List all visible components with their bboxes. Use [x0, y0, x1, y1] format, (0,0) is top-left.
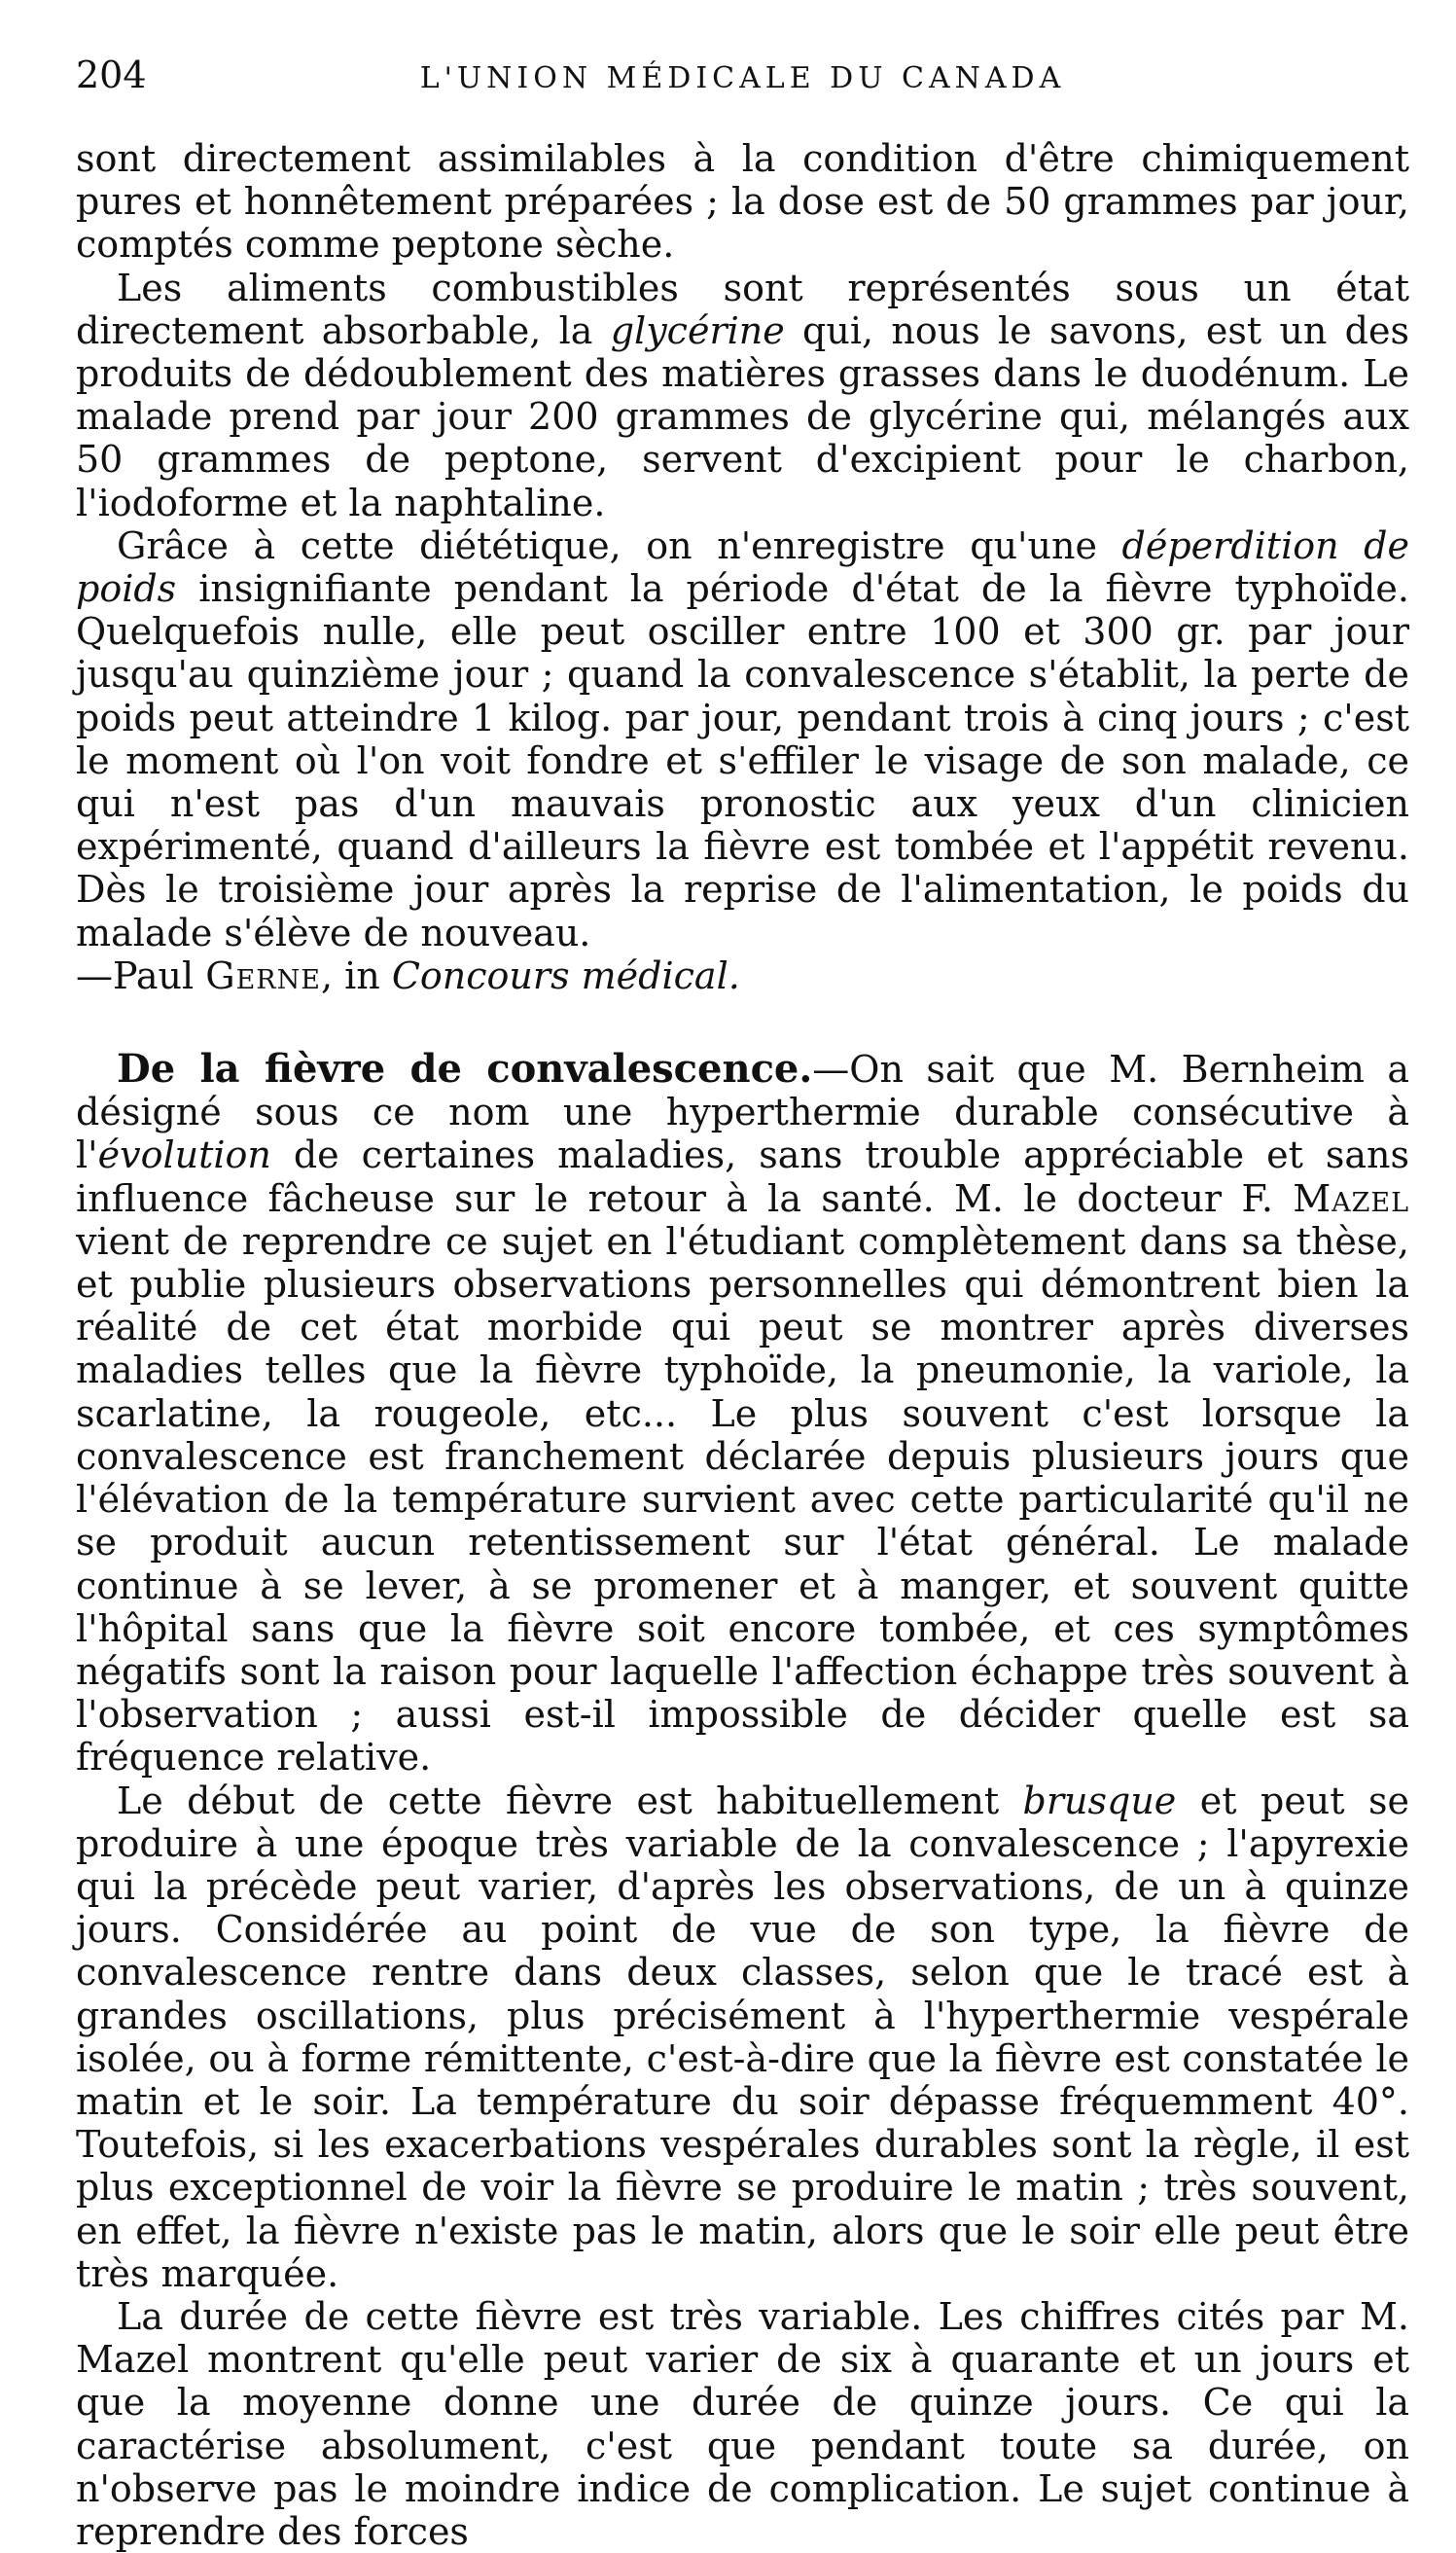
paragraph-onset [76, 1780, 1409, 2295]
paragraph-text: Le début de cette fièvre est habituellement [117, 1779, 1023, 1822]
paragraph-continuation [76, 137, 1409, 267]
page-header [76, 54, 1409, 104]
paragraph-text: La durée de cette fièvre est très variable. Les chiffres cités par M. Mazel montrent qu'elle peut varier de six à quarante et un jours et que la moyenne donne une durée de quinze jours. Ce qui la caractérise absolument, c'est que pendant toute sa durée, on n'observe pas le moindre indice de complication. Le sujet continue à reprendre des forces [76, 2294, 1409, 2553]
paragraph-text: Grâce à cette diététique, on n'enregistre qu'une [117, 523, 1122, 567]
paragraph-text: Les aliments combustibles sont représentés sous un état directement absorbable, la [76, 266, 1409, 352]
article-signature [76, 954, 1409, 997]
page-number: 204 [76, 54, 147, 96]
italic-term: évolution [97, 1133, 271, 1177]
section-title: De la fièvre de convalescence. [117, 1046, 813, 1093]
signature-text: , in [320, 953, 392, 997]
paragraph-convalescence-fever [76, 1048, 1409, 1779]
paragraph-text: et peut se produire à une époque très variable de la convalescence ; l'apyrexie qui la précède peut varier, d'après les observations, de un à quinze jours. Considérée au point de vue de son type, la fièvre de convalescence rentre dans deux classes, selon que le tracé est à grandes oscillations, plus précisément à l'hyperthermie vespérale isolée, ou à forme rémittente, c'est-à-dire que la fièvre est constatée le matin et le soir. La température du soir dépasse fréquemment 40°. Toutefois, si les exacerbations vespérales durables sont la règle, il est plus exceptionnel de voir la fièvre se produire le matin ; très souvent, en effet, la fièvre n'existe pas le matin, alors que le soir elle peut être très marquée. [76, 1779, 1409, 2295]
paragraph-text: vient de reprendre ce sujet en l'étudiant complètement dans sa thèse, et publie plusieurs observations personnelles qui démontrent bien la réalité de cet état morbide qui peut se montrer après diverses maladies telles que la fièvre typhoïde, la pneumonie, la variole, la scarlatine, la rougeole, etc... Le plus souvent c'est lorsque la convalescence est franchement déclarée depuis plusieurs jours que l'élévation de la température survient avec cette particularité qu'il ne se produit aucun retentissement sur l'état général. Le malade continue à se lever, à se promener et à manger, et souvent quitte l'hôpital sans que la fièvre soit encore tombée, et ces symptômes négatifs sont la raison pour laquelle l'affection échappe très souvent à l'observation ; aussi est-il impossible de décider quelle est sa fréquence relative. [76, 1219, 1409, 1780]
paragraph-text: insignifiante pendant la période d'état de la fièvre typhoïde. Quelquefois nulle, elle peut osciller entre 100 et 300 gr. par jour jusqu'au quinzième jour ; quand la convalescence s'établit, la perte de poids peut atteindre 1 kilog. par jour, pendant trois à cinq jours ; c'est le moment où l'on voit fondre et s'effiler le visage de son malade, ce qui n'est pas d'un mauvais pronostic aux yeux d'un clinicien expérimenté, quand d'ailleurs la fièvre est tombée et l'appétit revenu. Dès le troisième jour après la reprise de l'alimentation, le poids du malade s'élève de nouveau. [76, 567, 1409, 954]
paragraph-weight-loss [76, 524, 1409, 954]
paragraph-text: sont directement assimilables à la condition d'être chimiquement pures et honnêtement préparées ; la dose est de 50 grammes par jour, comptés comme peptone sèche. [76, 137, 1409, 267]
author-name: Mazel [1293, 1176, 1409, 1220]
paragraph-combustible-foods [76, 267, 1409, 524]
author-name: Gerne [205, 953, 321, 997]
article-body [76, 137, 1409, 2553]
paragraph-text: qui, nous le savons, est un des produits de dédoublement des matières grasses dans le duodénum. Le malade prend par jour 200 grammes de glycérine qui, mélangés aux 50 grammes de peptone, servent d'excipient pour le charbon, l'iodoforme et la naphtaline. [76, 308, 1409, 524]
running-head: L'UNION MÉDICALE DU CANADA [419, 61, 1066, 95]
paragraph-duration [76, 2295, 1409, 2553]
section-divider [76, 997, 1409, 1048]
paragraph-text: de certaines maladies, sans trouble appréciable et sans influence fâcheuse sur le retour à la santé. M. le docteur F. [76, 1133, 1409, 1220]
italic-term: déperdition de poids [76, 523, 1409, 611]
paragraph-text: —On sait que M. Bernheim a désigné sous ce nom une hyperthermie durable consécutive à l' [76, 1048, 1409, 1177]
italic-term: glycérine [610, 308, 785, 352]
signature-text: —Paul [76, 953, 206, 997]
italic-term: brusque [1022, 1779, 1177, 1822]
source-journal: Concours médical. [391, 953, 740, 997]
